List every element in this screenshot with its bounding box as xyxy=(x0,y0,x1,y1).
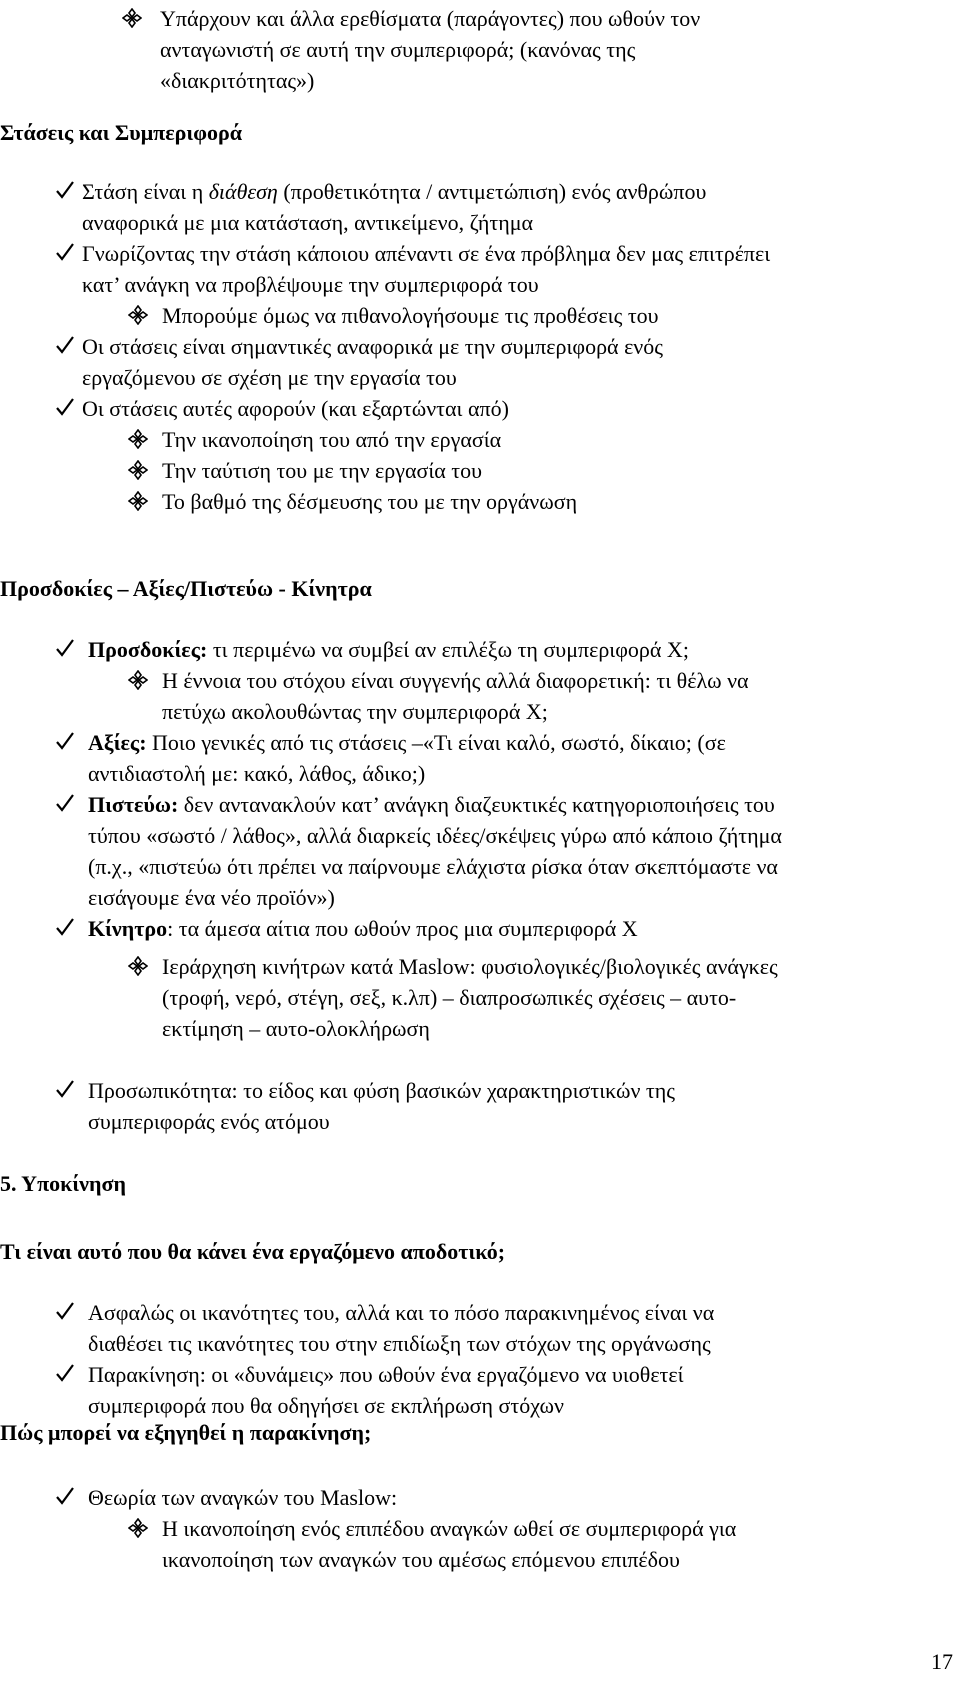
item-text: Η έννοια του στόχου είναι συγγενής αλλά διαφορετική: τι θέλω να xyxy=(162,668,749,693)
item-text: ικανοποίηση των αναγκών του αμέσως επόμενου επιπέδου xyxy=(162,1547,680,1572)
section-heading: Πώς μπορεί να εξηγηθεί η παρακίνηση; xyxy=(0,1420,372,1445)
check-icon xyxy=(56,397,72,419)
section-heading: 5. Υποκίνηση xyxy=(0,1171,126,1196)
diamond-bullet-icon xyxy=(122,8,142,28)
check-icon xyxy=(56,242,72,264)
list-item xyxy=(162,300,659,331)
list-item xyxy=(162,486,577,517)
check-icon xyxy=(56,180,72,202)
item-text: Στάση είναι η xyxy=(82,179,209,204)
list-item xyxy=(88,1482,397,1513)
item-text: αντιδιαστολή με: κακό, λάθος, άδικο;) xyxy=(88,761,426,786)
item-text: ανταγωνιστή σε αυτή την συμπεριφορά; (κανόνας της xyxy=(160,37,636,62)
item-text: Ιεράρχηση κινήτρων κατά Maslow: φυσιολογικές/βιολογικές ανάγκες xyxy=(162,954,778,979)
list-item xyxy=(82,393,509,424)
check-icon xyxy=(56,335,72,357)
check-icon xyxy=(56,731,72,753)
list-item xyxy=(88,634,689,665)
section-heading: Στάσεις και Συμπεριφορά xyxy=(0,120,242,145)
list-item xyxy=(88,789,782,913)
item-text: Την ικανοποίηση του από την εργασία xyxy=(162,427,502,452)
list-item xyxy=(162,951,778,1044)
item-text: Γνωρίζοντας την στάση κάποιου απέναντι σε ένα πρόβλημα δεν μας επιτρέπει xyxy=(82,241,771,266)
check-icon xyxy=(56,917,72,939)
item-text: Την ταύτιση του με την εργασία του xyxy=(162,458,483,483)
item-text: Παρακίνηση: οι «δυνάμεις» που ωθούν ένα εργαζόμενο να υιοθετεί xyxy=(88,1362,684,1387)
list-item xyxy=(162,455,482,486)
list-item xyxy=(162,1513,736,1575)
item-text: συμπεριφορά που θα οδηγήσει σε εκπλήρωση στόχων xyxy=(88,1393,564,1418)
check-icon xyxy=(56,1079,72,1101)
section-heading: Προσδοκίες – Αξίες/Πιστεύω - Κίνητρα xyxy=(0,576,372,601)
item-text: (τροφή, νερό, στέγη, σεξ, κ.λπ) – διαπροσωπικές σχέσεις – αυτο- xyxy=(162,985,737,1010)
item-text: τι περιμένω να συμβεί αν επιλέξω τη συμπεριφορά Χ; xyxy=(207,637,689,662)
item-text: εισάγουμε ένα νέο προϊόν») xyxy=(88,885,335,910)
diamond-bullet-icon xyxy=(128,670,148,690)
item-text: Υπάρχουν και άλλα ερεθίσματα (παράγοντες) που ωθούν τον xyxy=(160,6,701,31)
item-text: πετύχω ακολουθώντας την συμπεριφορά Χ; xyxy=(162,699,548,724)
list-item xyxy=(82,238,770,300)
item-text: εκτίμηση – αυτο-ολοκλήρωση xyxy=(162,1016,430,1041)
list-item xyxy=(82,331,663,393)
item-text: (προθετικότητα / αντιμετώπιση) ενός ανθρώπου xyxy=(277,179,707,204)
term-label: Αξίες: xyxy=(88,730,147,755)
list-item xyxy=(88,913,638,944)
item-text: Ποιο γενικές από τις στάσεις –«Τι είναι καλό, σωστό, δίκαιο; (σε xyxy=(146,730,726,755)
list-item xyxy=(162,424,501,455)
item-text: Θεωρία των αναγκών του Maslow: xyxy=(88,1485,398,1510)
list-item xyxy=(160,3,700,96)
list-item xyxy=(88,1359,684,1421)
item-text: διαθέσει τις ικανότητες του στην επιδίωξη των στόχων της οργάνωσης xyxy=(88,1331,711,1356)
diamond-bullet-icon xyxy=(128,956,148,976)
check-icon xyxy=(56,793,72,815)
check-icon xyxy=(56,638,72,660)
item-text: τύπου «σωστό / λάθος», αλλά διαρκείς ιδέες/σκέψεις γύρω από κάποιο ζήτημα xyxy=(88,823,782,848)
diamond-bullet-icon xyxy=(128,305,148,325)
list-item xyxy=(162,665,749,727)
check-icon xyxy=(56,1363,72,1385)
term-label: Κίνητρο xyxy=(88,916,168,941)
item-text-italic: διάθεση xyxy=(208,179,278,204)
item-text: Το βαθμό της δέσμευσης του με την οργάνωση xyxy=(162,489,578,514)
term-label: Προσδοκίες: xyxy=(88,637,208,662)
list-item xyxy=(82,176,706,238)
item-text: Η ικανοποίηση ενός επιπέδου αναγκών ωθεί σε συμπεριφορά για xyxy=(162,1516,737,1541)
diamond-bullet-icon xyxy=(128,1518,148,1538)
page-number: 17 xyxy=(931,1649,953,1674)
item-text: «διακριτότητας») xyxy=(160,68,315,93)
item-text: Προσωπικότητα: το είδος και φύση βασικών χαρακτηριστικών της xyxy=(88,1078,675,1103)
item-text: Οι στάσεις είναι σημαντικές αναφορικά με την συμπεριφορά ενός xyxy=(82,334,663,359)
list-item xyxy=(88,727,726,789)
item-text: εργαζόμενου σε σχέση με την εργασία του xyxy=(82,365,457,390)
list-item xyxy=(88,1297,714,1359)
term-label: Πιστεύω: xyxy=(88,792,179,817)
item-text: Οι στάσεις αυτές αφορούν (και εξαρτώνται από) xyxy=(82,396,509,421)
item-text: αναφορικά με μια κατάσταση, αντικείμενο, ζήτημα xyxy=(82,210,534,235)
item-text: Μπορούμε όμως να πιθανολογήσουμε τις προθέσεις του xyxy=(162,303,659,328)
check-icon xyxy=(56,1486,72,1508)
item-text: κατ’ ανάγκη να προβλέψουμε την συμπεριφορά του xyxy=(82,272,539,297)
item-text: συμπεριφοράς ενός ατόμου xyxy=(88,1109,330,1134)
list-item xyxy=(88,1075,675,1137)
item-text: δεν αντανακλούν κατ’ ανάγκη διαζευκτικές κατηγοριοποιήσεις του xyxy=(178,792,775,817)
diamond-bullet-icon xyxy=(128,429,148,449)
section-heading: Τι είναι αυτό που θα κάνει ένα εργαζόμενο αποδοτικό; xyxy=(0,1239,506,1264)
item-text: (π.χ., «πιστεύω ότι πρέπει να παίρνουμε ελάχιστα ρίσκα όταν σκεπτόμαστε να xyxy=(88,854,778,879)
item-text: Ασφαλώς οι ικανότητες του, αλλά και το πόσο παρακινημένος είναι να xyxy=(88,1300,715,1325)
diamond-bullet-icon xyxy=(128,460,148,480)
diamond-bullet-icon xyxy=(128,491,148,511)
check-icon xyxy=(56,1301,72,1323)
item-text: : τα άμεσα αίτια που ωθούν προς μια συμπεριφορά Χ xyxy=(167,916,638,941)
